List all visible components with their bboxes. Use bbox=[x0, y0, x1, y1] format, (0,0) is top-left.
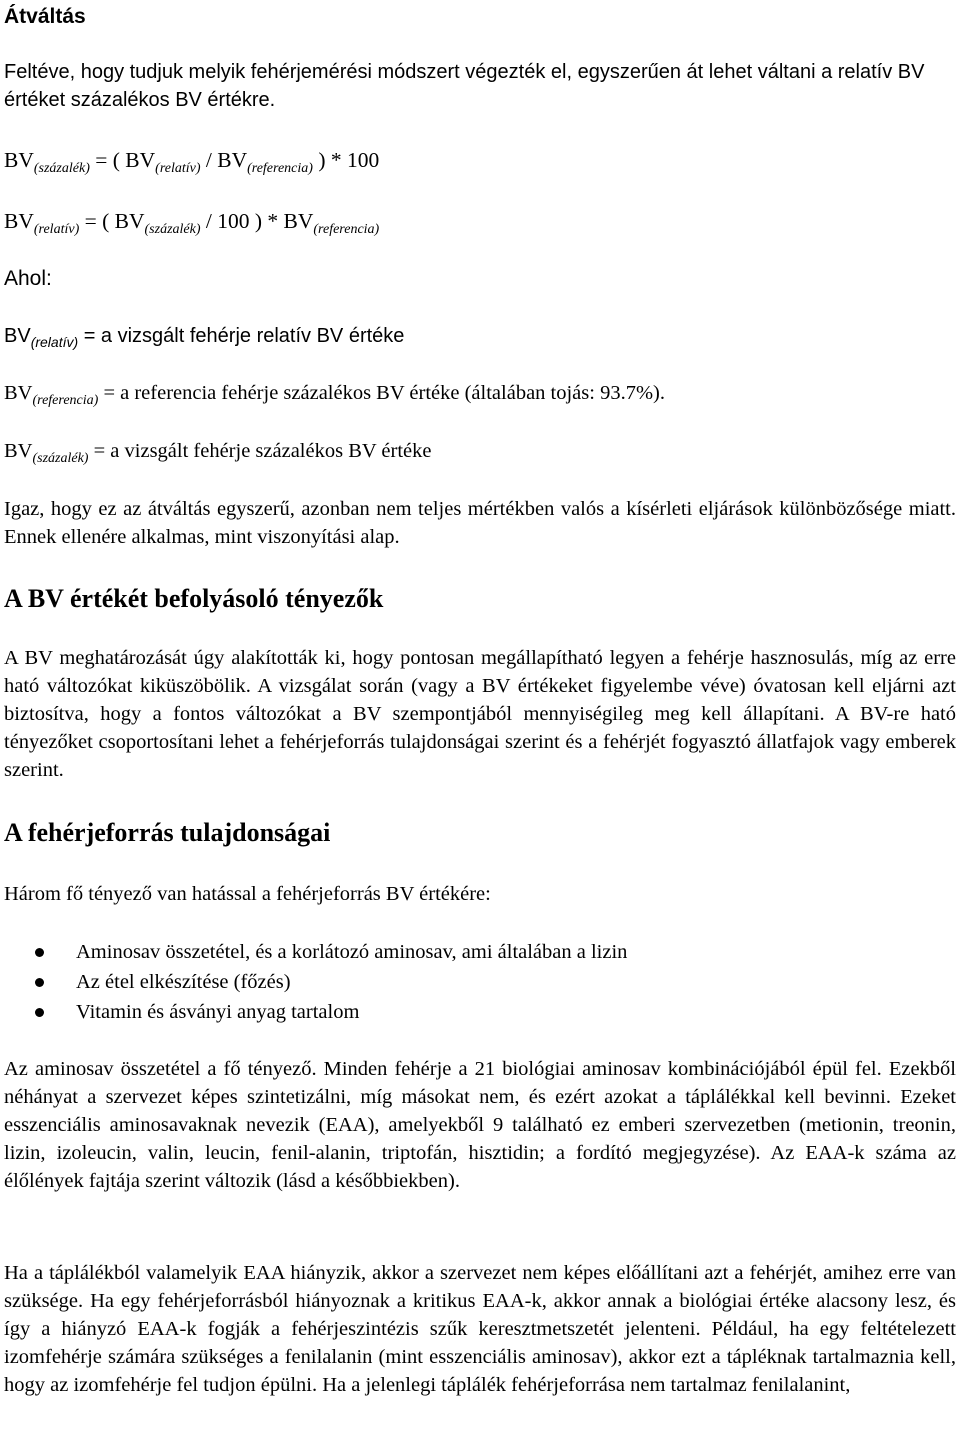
definition-subscript: (relatív) bbox=[30, 334, 79, 350]
formula-term: / BV bbox=[200, 148, 248, 172]
harom-fo-tenyezo-text: Három fő tényező van hatással a fehérjeforrás BV értékére: bbox=[4, 883, 491, 905]
ahol-label: Ahol: bbox=[4, 267, 52, 290]
definition-text: = a vizsgált fehérje százalékos BV értéke bbox=[88, 440, 432, 462]
formula-subscript: (referencia) bbox=[247, 161, 313, 176]
formula-subscript: (százalék) bbox=[144, 222, 201, 237]
formula-term: BV bbox=[4, 148, 34, 172]
formula-bv-szazalek bbox=[4, 146, 956, 174]
formula-term: BV bbox=[4, 209, 34, 233]
formula-bv-relativ bbox=[4, 207, 956, 235]
intro-paragraph: Feltéve, hogy tudjuk melyik fehérjemérési módszert végezték el, egyszerűen át lehet váltani a relatív BV értéket százalékos BV értékre. bbox=[4, 61, 925, 111]
formula-term: = ( BV bbox=[89, 148, 156, 172]
section-heading-tenyezok: A BV értékét befolyásoló tényezők bbox=[4, 584, 384, 613]
list-item bbox=[4, 937, 956, 967]
bullet-icon bbox=[35, 1008, 44, 1017]
definition-szazalek bbox=[4, 437, 956, 465]
formula-subscript: (referencia) bbox=[313, 222, 380, 237]
definition-referencia bbox=[4, 379, 956, 407]
formula-term: / 100 ) * BV bbox=[200, 209, 314, 233]
definition-text: = a referencia fehérje százalékos BV értéke (általában tojás: 93.7%). bbox=[98, 382, 665, 404]
conversion-note-paragraph: Igaz, hogy ez az átváltás egyszerű, azonban nem teljes mértékben valós a kísérleti eljárások különbözősége miatt. Ennek ellenére alkalmas, mint viszonyítási alap. bbox=[4, 498, 956, 548]
definition-subscript: (százalék) bbox=[32, 451, 89, 466]
section-heading-atvaltas: Átváltás bbox=[4, 5, 86, 28]
definition-subscript: (referencia) bbox=[32, 393, 99, 408]
definition-relativ bbox=[4, 322, 956, 350]
list-item bbox=[4, 997, 956, 1027]
formula-term: ) * 100 bbox=[312, 148, 380, 172]
bullet-icon bbox=[35, 978, 44, 987]
aminosav-paragraph: Az aminosav összetétel a fő tényező. Minden fehérje a 21 biológiai aminosav kombinációjából épül fel. Ezekből néhányat a szervezet képes szintetizálni, míg másokat nem, és ezért azokat a táplálékkal kell bevinni. Ezeket esszenciális aminosavaknak nevezik (EAA), amelyekből 9 található ez emberi szervezetben (metionin, treonin, lizin, izoleucin, valin, leucin, fenil-alanin, triptofán, hisztidin; a fordító megjegyzése). Az EAA-k száma az élőlények fajtája szerint változik (lásd a későbbiekben). bbox=[4, 1058, 956, 1192]
definition-symbol: BV bbox=[4, 325, 31, 347]
formula-subscript: (relatív) bbox=[155, 161, 201, 176]
definition-symbol: BV bbox=[4, 382, 33, 404]
list-item-text: Aminosav összetétel, és a korlátozó aminosav, ami általában a lizin bbox=[76, 941, 628, 963]
tenyezok-paragraph: A BV meghatározását úgy alakították ki, hogy pontosan megállapítható legyen a fehérje hasznosulás, míg az erre ható változókat kiküszöbölik. A vizsgálat során (vagy a BV értékeket figyelembe véve) óvatosan kell eljárni azt biztosítva, hogy a fontos változókat a BV szempontjából mennyiségileg meg kell állapítani. A BV-re ható tényezőket csoportosítani lehet a fehérjeforrás tulajdonságai szerint és a fehérjét fogyasztó állatfajok vagy emberek szerint. bbox=[4, 647, 956, 781]
formula-subscript: (százalék) bbox=[33, 161, 90, 176]
definition-text: = a vizsgált fehérje relatív BV értéke bbox=[78, 325, 405, 347]
list-item bbox=[4, 967, 956, 997]
factor-list bbox=[4, 937, 956, 1027]
eaa-paragraph: Ha a táplálékból valamelyik EAA hiányzik, akkor a szervezet nem képes előállítani azt a fehérjét, amihez erre van szüksége. Ha egy fehérjeforrásból hiányoznak a kritikus EAA-k, akkor annak a biológiai értéke alacsony lesz, és így a hiányzó EAA-k fogják a fehérjeszintézis szűk keresztmetszetét jelenteni. Például, ha egy feltételezett izomfehérje számára szükséges a fenilalanin (mint esszenciális aminosav), akkor ezt a tápléknak tartalmaznia kell, hogy az izomfehérje fel tudjon épülni. Ha a jelenlegi táplálék fehérjeforrása nem tartalmaz fenilalanint, bbox=[4, 1262, 956, 1396]
formula-subscript: (relatív) bbox=[33, 222, 80, 237]
definition-symbol: BV bbox=[4, 440, 33, 462]
section-heading-feherjeforras: A fehérjeforrás tulajdonságai bbox=[4, 818, 331, 847]
bullet-icon bbox=[35, 948, 44, 957]
list-item-text: Az étel elkészítése (főzés) bbox=[76, 971, 291, 993]
list-item-text: Vitamin és ásványi anyag tartalom bbox=[76, 1001, 360, 1023]
formula-term: = ( BV bbox=[79, 209, 145, 233]
